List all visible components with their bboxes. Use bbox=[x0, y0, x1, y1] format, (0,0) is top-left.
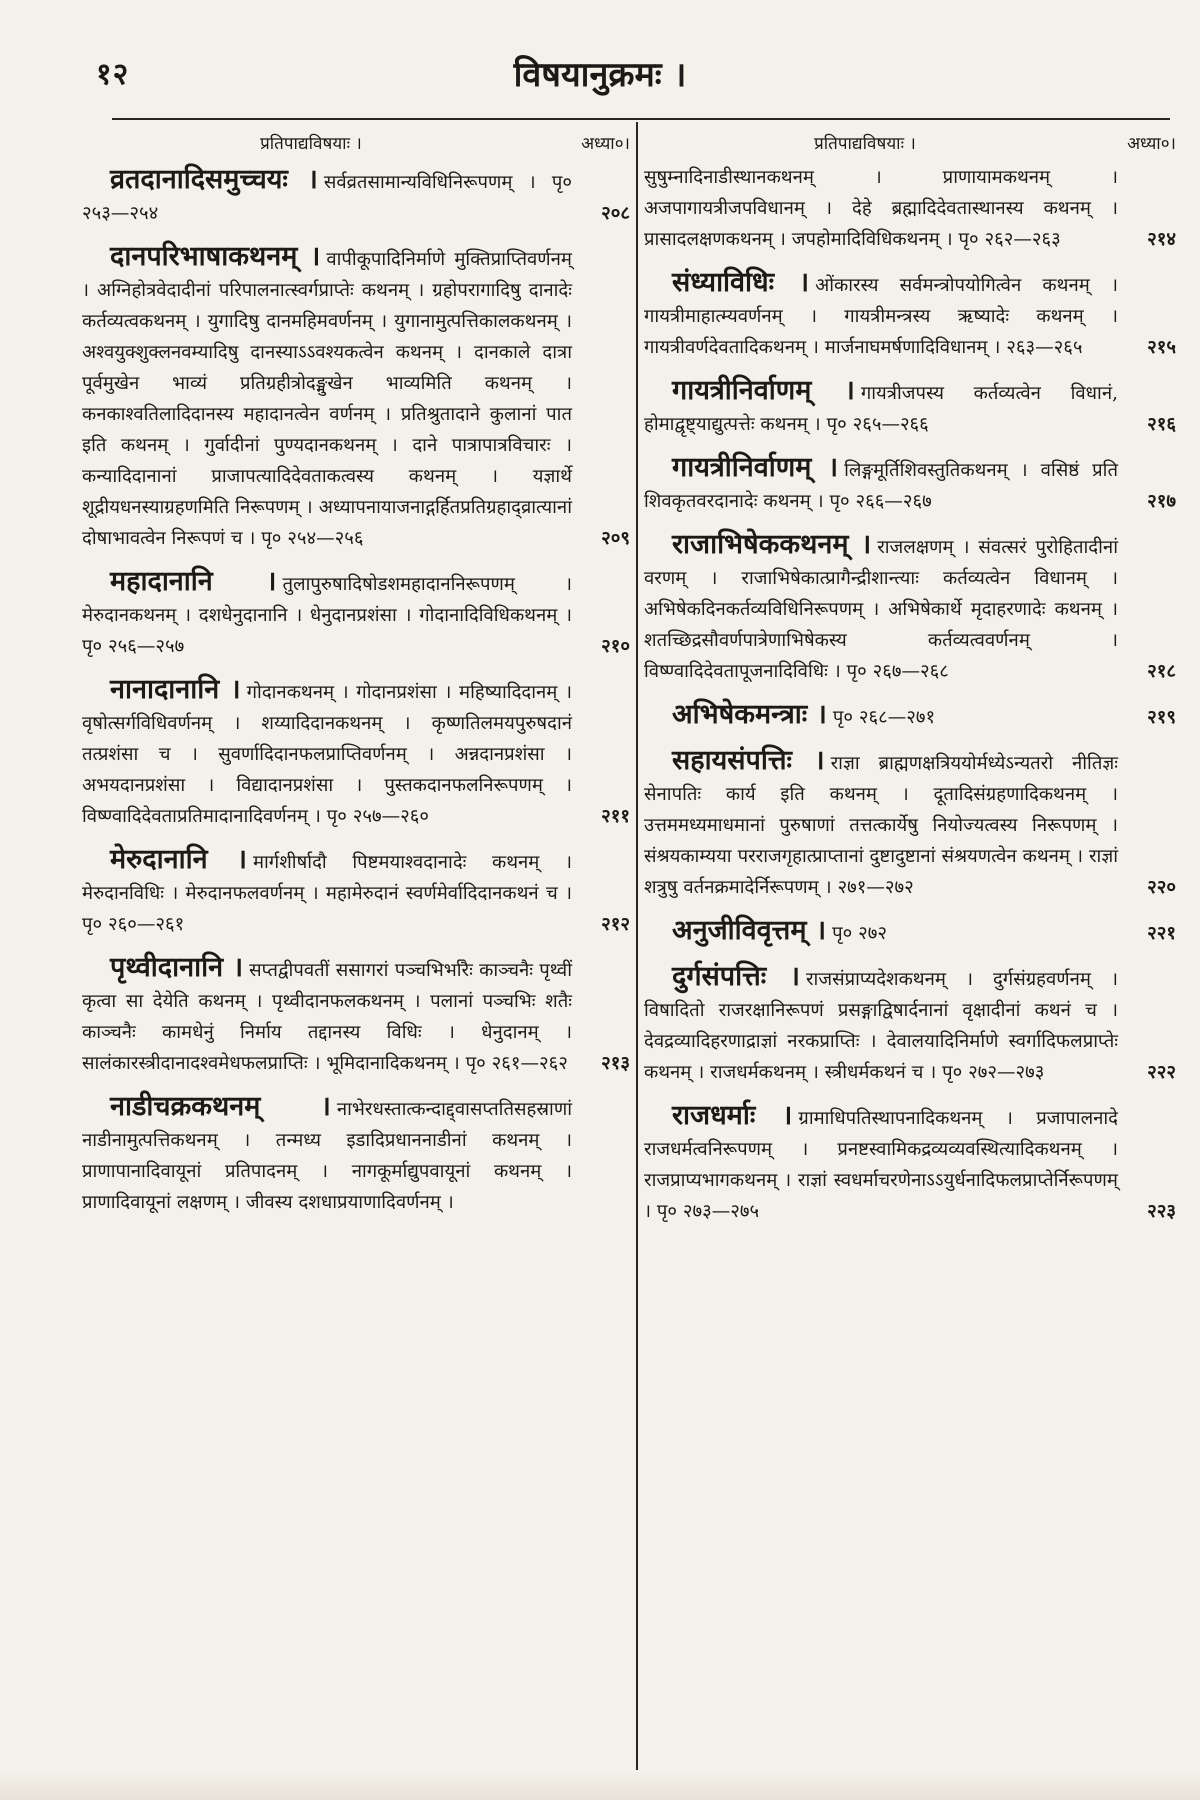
entry-text bbox=[644, 743, 1118, 903]
entry-title: नानादानानि । bbox=[110, 674, 241, 705]
entry-text bbox=[644, 697, 1118, 733]
page-edge-shade bbox=[0, 1770, 1200, 1800]
entry-description: मार्गशीर्षादौ पिष्टमयाश्वदानादेः कथनम् । मेरुदानविधिः । मेरुदानफलवर्णनम् । महामेरुदानं स्वर्णमेर्वादिदानकथनं च । पृ० २६०—२६१ bbox=[82, 852, 572, 935]
entry-title: गायत्रीनिर्वाणम् । bbox=[672, 375, 855, 406]
entry-text bbox=[644, 913, 1118, 949]
entry-text bbox=[644, 162, 1118, 255]
page-number: १२ bbox=[96, 57, 130, 92]
chapter-number: २१० bbox=[601, 636, 630, 657]
entry-description: गोदानकथनम् । गोदानप्रशंसा । महिष्यादिदानम् । वृषोत्सर्गविधिवर्णनम् । शय्यादिदानकथनम् । कृष्णतिलमयपुरुषदानं तत्प्रशंसा च । सुवर्णादिदानफलप्राप्तिवर्णनम् । अन्नदानप्रशंसा । अभयदानप्रशंसा । विद्यादानप्रशंसा । पुस्तकदानफलनिरूपणम् । विष्ण्वादिदेवताप्रतिमादानादिवर्णनम् । पृ० २५७—२६० bbox=[82, 682, 572, 827]
entry-title: नाडीचक्रकथनम् । bbox=[110, 1091, 331, 1122]
chapter-number: २२३ bbox=[1147, 1201, 1176, 1222]
entry-title: मेरुदानानि । bbox=[110, 844, 247, 875]
entry-title: व्रतदानादिसमुच्चयः । bbox=[110, 164, 318, 195]
subject-heading: प्रतिपाद्यविषयाः । bbox=[260, 133, 362, 154]
chapter-number: २१४ bbox=[1147, 229, 1176, 250]
column-header bbox=[82, 128, 630, 156]
entry-description: ओंकारस्य सर्वमन्त्रोपयोगित्वेन कथनम् । गायत्रीमाहात्म्यवर्णनम् । गायत्रीमन्त्रस्य ऋष्यादेः कथनम् । गायत्रीवर्णदेवतादिकथनम् । मार्जनाघमर्षणादिविधानम् । २६३—२६५ bbox=[644, 275, 1119, 358]
entry-title: महादानानि । bbox=[110, 566, 277, 597]
entry-title: सहायसंपत्तिः । bbox=[672, 745, 825, 776]
toc-entry bbox=[644, 373, 1176, 440]
entry-description: ग्रामाधिपतिस्थापनादिकथनम् । प्रजापालनादे राजधर्मत्वनिरूपणम् । प्रनष्टस्वामिकद्रव्यव्यवस्थित्यादिकथनम् । राजप्राप्यभागकथनम् । राज्ञां स्वधर्माचरणेनाऽऽयुर्धनादिफलप्राप्तेर्निरूपणम् । पृ० २७३—२७५ bbox=[644, 1108, 1118, 1222]
toc-entry bbox=[644, 1098, 1176, 1227]
entry-text bbox=[82, 239, 572, 554]
entry-text bbox=[82, 842, 572, 940]
entry-title: गायत्रीनिर्वाणम् । bbox=[672, 452, 839, 483]
chapter-number: २१३ bbox=[601, 1053, 630, 1074]
column-divider bbox=[636, 122, 638, 1770]
chapter-heading: अध्या०। bbox=[1127, 133, 1176, 154]
entry-title: अनुजीविवृत्तम् । bbox=[672, 915, 827, 946]
chapter-number: २०८ bbox=[601, 203, 630, 224]
chapter-number: २११ bbox=[601, 806, 630, 827]
toc-entry bbox=[644, 162, 1176, 255]
toc-entry bbox=[644, 959, 1176, 1088]
entry-description: पृ० २६८—२७१ bbox=[832, 707, 936, 728]
entry-text bbox=[82, 162, 572, 229]
chapter-heading: अध्या०। bbox=[581, 133, 630, 154]
toc-entry bbox=[644, 527, 1176, 687]
chapter-number: २०९ bbox=[601, 528, 630, 549]
entry-description: पृ० २७२ bbox=[832, 923, 887, 944]
entry-title: दानपरिभाषाकथनम् । bbox=[110, 241, 321, 272]
entry-title: राजधर्माः । bbox=[672, 1100, 793, 1131]
entry-text bbox=[644, 1098, 1118, 1227]
entry-description: राजसंप्राप्यदेशकथनम् । दुर्गसंग्रहवर्णनम् । विषादितो राजरक्षानिरूपणं प्रसङ्गाद्विषार्दनानां वृक्षादीनां कथनं च । देवद्रव्यादिहरणाद्राज्ञां नरकप्राप्तिः । देवालयादिनिर्माणे स्वर्गादिफलप्राप्तेः कथनम् । राजधर्मकथनम् । स्त्रीधर्मकथनं च । पृ० २७२—२७३ bbox=[644, 969, 1118, 1083]
chapter-number: २२२ bbox=[1147, 1062, 1176, 1083]
entry-description: तुलापुरुषादिषोडशमहादाननिरूपणम् । मेरुदानकथनम् । दशधेनुदानानि । धेनुदानप्रशंसा । गोदानादिविधिकथनम् । पृ० २५६—२५७ bbox=[82, 574, 572, 657]
right-column bbox=[644, 128, 1176, 1768]
toc-entry bbox=[82, 672, 630, 832]
toc-entry bbox=[644, 913, 1176, 949]
toc-entry bbox=[82, 842, 630, 940]
entry-text bbox=[82, 672, 572, 832]
entry-text bbox=[82, 564, 572, 662]
entry-title: अभिषेकमन्त्राः । bbox=[672, 699, 827, 730]
entry-text bbox=[82, 950, 572, 1079]
chapter-number: २१५ bbox=[1147, 337, 1176, 358]
chapter-number: २२१ bbox=[1147, 923, 1176, 944]
entry-description: वापीकूपादिनिर्माणे मुक्तिप्राप्तिवर्णनम् । अग्निहोत्रवेदादीनां परिपालनात्स्वर्गप्राप्तेः कथनम् । ग्रहोपरागादिषु दानादेः कर्तव्यत्वकथनम् । युगादिषु दानमहिमवर्णनम् । युगानामुत्पत्तिकालकथनम् । अश्वयुक्शुक्लनवम्यादिषु दानस्याऽऽवश्यकत्वेन कथनम् । दानकाले दात्रा पूर्वमुखेन भाव्यं प्रतिग्रहीत्रोदङ्मुखेन भाव्यमिति कथनम् । कनकाश्वतिलादिदानस्य महादानत्वेन वर्णनम् । प्रतिश्रुतादाने कुलानां पात इति कथनम् । गुर्वादीनां पुण्यदानकथनम् । दाने पात्रापात्रविचारः । कन्यादिदानानां प्राजापत्यादिदेवताकत्वस्य कथनम् । यज्ञार्थे शूद्रीयधनस्याग्रहणमिति निरूपणम् । अध्यापनायाजनाद्गर्हितप्रतिग्रहाद्व्रात्यानां दोषाभावत्वेन निरूपणं च । पृ० २५४—२५६ bbox=[82, 249, 572, 549]
entry-list bbox=[82, 162, 630, 1218]
toc-entry bbox=[82, 564, 630, 662]
entry-title: पृथ्वीदानानि । bbox=[110, 952, 244, 983]
entry-description: सुषुम्नादिनाडीस्थानकथनम् । प्राणायामकथनम् । अजपागायत्रीजपविधानम् । देहे ब्रह्मादिदेवतास्थानस्य कथनम् । प्रासादलक्षणकथनम् । जपहोमादिविधिकथनम् । पृ० २६२—२६३ bbox=[644, 167, 1118, 250]
chapter-number: २१७ bbox=[1147, 491, 1176, 512]
chapter-number: २२० bbox=[1147, 877, 1176, 898]
top-rule bbox=[112, 118, 1170, 120]
entry-description: राज्ञा ब्राह्मणक्षत्रिययोर्मध्येऽन्यतरो नीतिज्ञः सेनापतिः कार्य इति कथनम् । दूतादिसंग्रहणादिकथनम् । उत्तममध्यमाधमानां पुरुषाणां तत्तत्कार्येषु नियोज्यत्वस्य निरूपणम् । संश्रयकाम्यया परराजगृहात्प्राप्तानां दुष्टादुष्टानां संश्रयणत्वेन कथनम् । राज्ञां शत्रुषु वर्तनक्रमादेर्निरूपणम् । २७१—२७२ bbox=[644, 753, 1118, 898]
column-header bbox=[644, 128, 1176, 156]
entry-description: सर्वव्रतसामान्यविधिनिरूपणम् । पृ० २५३—२५४ bbox=[82, 172, 572, 224]
page-title: विषयानुक्रमः । bbox=[513, 55, 687, 95]
entry-description: सप्तद्वीपवतीं ससागरां पञ्चभिर्भारैः काञ्चनैः पृथ्वीं कृत्वा सा देयेति कथनम् । पृथ्वीदानफलकथनम् । पलानां पञ्चभिः शतैः काञ्चनैः कामधेनुं निर्माय तद्दानस्य विधिः । धेनुदानम् । सालंकारस्त्रीदानादश्वमेधफलप्राप्तिः । भूमिदानादिकथनम् । पृ० २६१—२६२ bbox=[82, 960, 573, 1074]
entry-description: गायत्रीजपस्य कर्तव्यत्वेन विधानं, होमाद्वृष्ट्याद्युत्पत्तेः कथनम् । पृ० २६५—२६६ bbox=[644, 383, 1118, 435]
toc-entry bbox=[82, 162, 630, 229]
entry-text bbox=[644, 373, 1118, 440]
toc-entry bbox=[82, 950, 630, 1079]
entry-title: दुर्गसंपत्तिः । bbox=[672, 961, 800, 992]
entry-text bbox=[644, 450, 1118, 517]
entry-text bbox=[82, 1089, 572, 1218]
entry-description: लिङ्गमूर्तिशिवस्तुतिकथनम् । वसिष्ठं प्रति शिवकृतवरदानादेः कथनम् । पृ० २६६—२६७ bbox=[644, 460, 1118, 512]
toc-entry bbox=[644, 697, 1176, 733]
chapter-number: २१९ bbox=[1147, 707, 1176, 728]
toc-entry bbox=[82, 239, 630, 554]
subject-heading: प्रतिपाद्यविषयाः । bbox=[814, 133, 916, 154]
toc-entry bbox=[644, 743, 1176, 903]
toc-entry bbox=[644, 450, 1176, 517]
entry-description: नाभेरधस्तात्कन्दाद्द्वासप्ततिसहस्राणां नाडीनामुत्पत्तिकथनम् । तन्मध्य इडादिप्रधाननाडीनां कथनम् । प्राणापानादिवायूनां प्रतिपादनम् । नागकूर्माद्युपवायूनां कथनम् । प्राणादिवायूनां लक्षणम् । जीवस्य दशधाप्रयाणादिवर्णनम् । bbox=[82, 1099, 572, 1213]
chapter-number: २१६ bbox=[1147, 414, 1176, 435]
toc-entry bbox=[82, 1089, 630, 1218]
entry-text bbox=[644, 527, 1118, 687]
entry-title: संध्याविधिः । bbox=[672, 267, 810, 298]
entry-title: राजाभिषेककथनम् । bbox=[672, 529, 872, 560]
chapter-number: २१८ bbox=[1147, 661, 1176, 682]
entry-text bbox=[644, 959, 1118, 1088]
entry-description: राजलक्षणम् । संवत्सरं पुरोहितादीनां वरणम् । राजाभिषेकात्प्रागैन्द्रीशान्त्याः कर्तव्यत्वेन विधानम् । अभिषेकदिनकर्तव्यविधिनिरूपणम् । अभिषेकार्थे मृदाहरणादेः कथनम् । शतच्छिद्रसौवर्णपात्रेणाभिषेकस्य कर्तव्यत्ववर्णनम् । विष्ण्वादिदेवतापूजनादिविधिः । पृ० २६७—२६८ bbox=[644, 537, 1118, 682]
toc-entry bbox=[644, 265, 1176, 363]
entry-text bbox=[644, 265, 1118, 363]
left-column bbox=[82, 128, 630, 1768]
entry-list bbox=[644, 162, 1176, 1227]
chapter-number: २१२ bbox=[601, 914, 630, 935]
